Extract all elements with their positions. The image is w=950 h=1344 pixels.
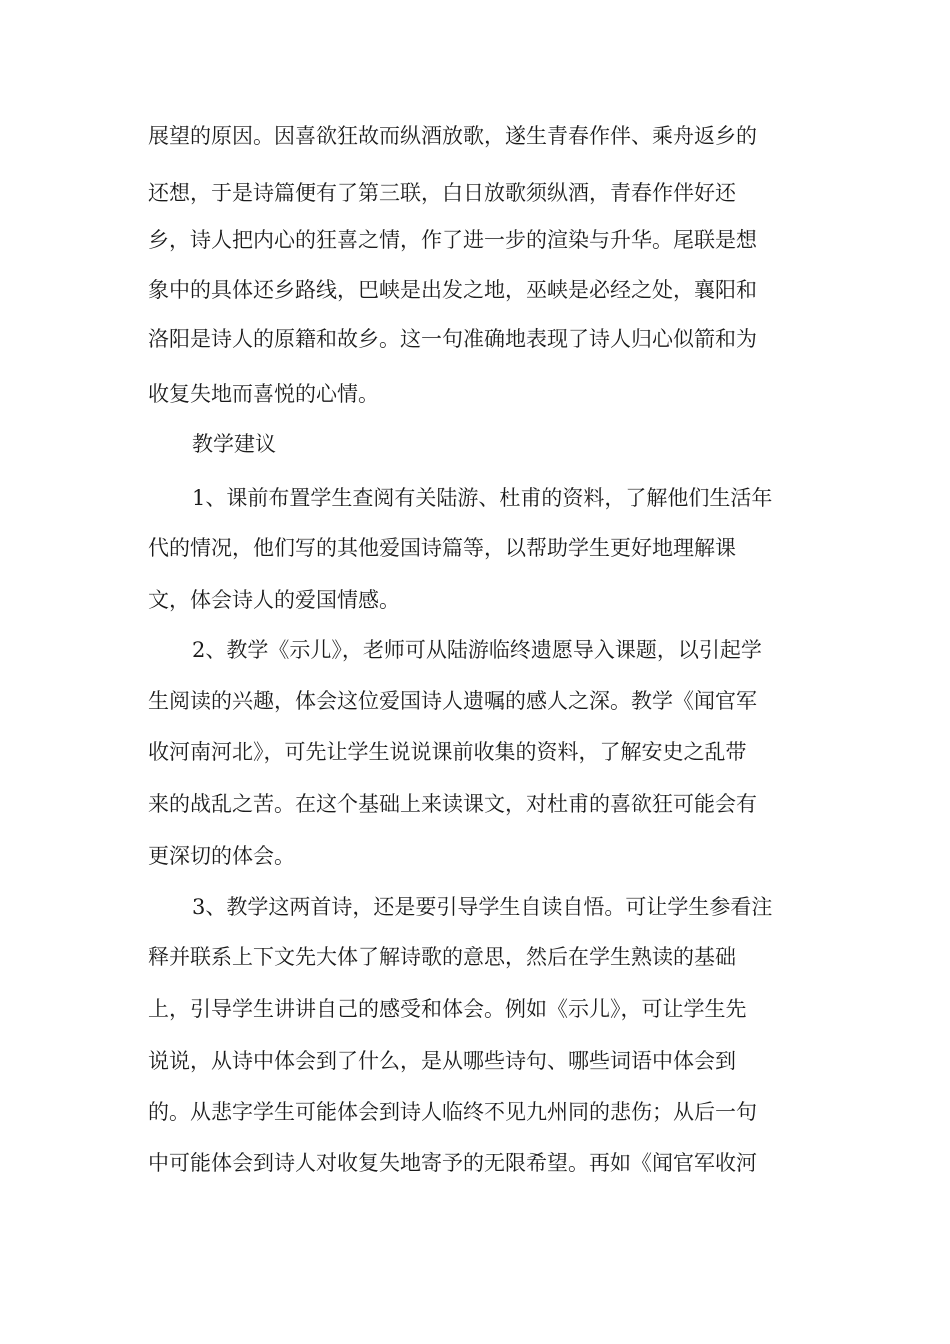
text-line: 说说，从诗中体会到了什么，是从哪些诗句、哪些词语中体会到 xyxy=(148,1049,736,1073)
text-line: 1、课前布置学生查阅有关陆游、杜甫的资料，了解他们生活年 xyxy=(192,486,773,510)
text-line: 上，引导学生讲讲自己的感受和体会。例如《示儿》，可让学生先 xyxy=(148,997,747,1021)
text-line: 来的战乱之苦。在这个基础上来读课文，对杜甫的喜欲狂可能会有 xyxy=(148,792,757,816)
text-line: 的。从悲字学生可能体会到诗人临终不见九州同的悲伤；从后一句 xyxy=(148,1100,757,1124)
text-line: 释并联系上下文先大体了解诗歌的意思，然后在学生熟读的基础 xyxy=(148,945,736,969)
text-line: 象中的具体还乡路线，巴峡是出发之地，巫峡是必经之处，襄阳和 xyxy=(148,278,757,302)
text-line: 2、教学《示儿》，老师可从陆游临终遗愿导入课题，以引起学 xyxy=(192,638,762,662)
text-line: 收复失地而喜悦的心情。 xyxy=(148,382,379,406)
text-line: 更深切的体会。 xyxy=(148,844,295,868)
text-line: 生阅读的兴趣，体会这位爱国诗人遗嘱的感人之深。教学《闻官军 xyxy=(148,689,757,713)
text-line: 展望的原因。因喜欲狂故而纵酒放歌，遂生青春作伴、乘舟返乡的 xyxy=(148,124,757,148)
text-line: 3、教学这两首诗，还是要引导学生自读自悟。可让学生参看注 xyxy=(192,895,773,919)
text-line: 文，体会诗人的爱国情感。 xyxy=(148,588,400,612)
text-line: 乡，诗人把内心的狂喜之情，作了进一步的渲染与升华。尾联是想 xyxy=(148,228,757,252)
text-line: 还想，于是诗篇便有了第三联，白日放歌须纵酒，青春作伴好还 xyxy=(148,181,736,205)
text-line: 收河南河北》，可先让学生说说课前收集的资料，了解安史之乱带 xyxy=(148,740,747,764)
text-line: 洛阳是诗人的原籍和故乡。这一句准确地表现了诗人归心似箭和为 xyxy=(148,327,757,351)
text-line: 代的情况，他们写的其他爱国诗篇等，以帮助学生更好地理解课 xyxy=(148,536,736,560)
text-line: 中可能体会到诗人对收复失地寄予的无限希望。再如《闻官军收河 xyxy=(148,1151,757,1175)
section-heading: 教学建议 xyxy=(192,432,276,456)
